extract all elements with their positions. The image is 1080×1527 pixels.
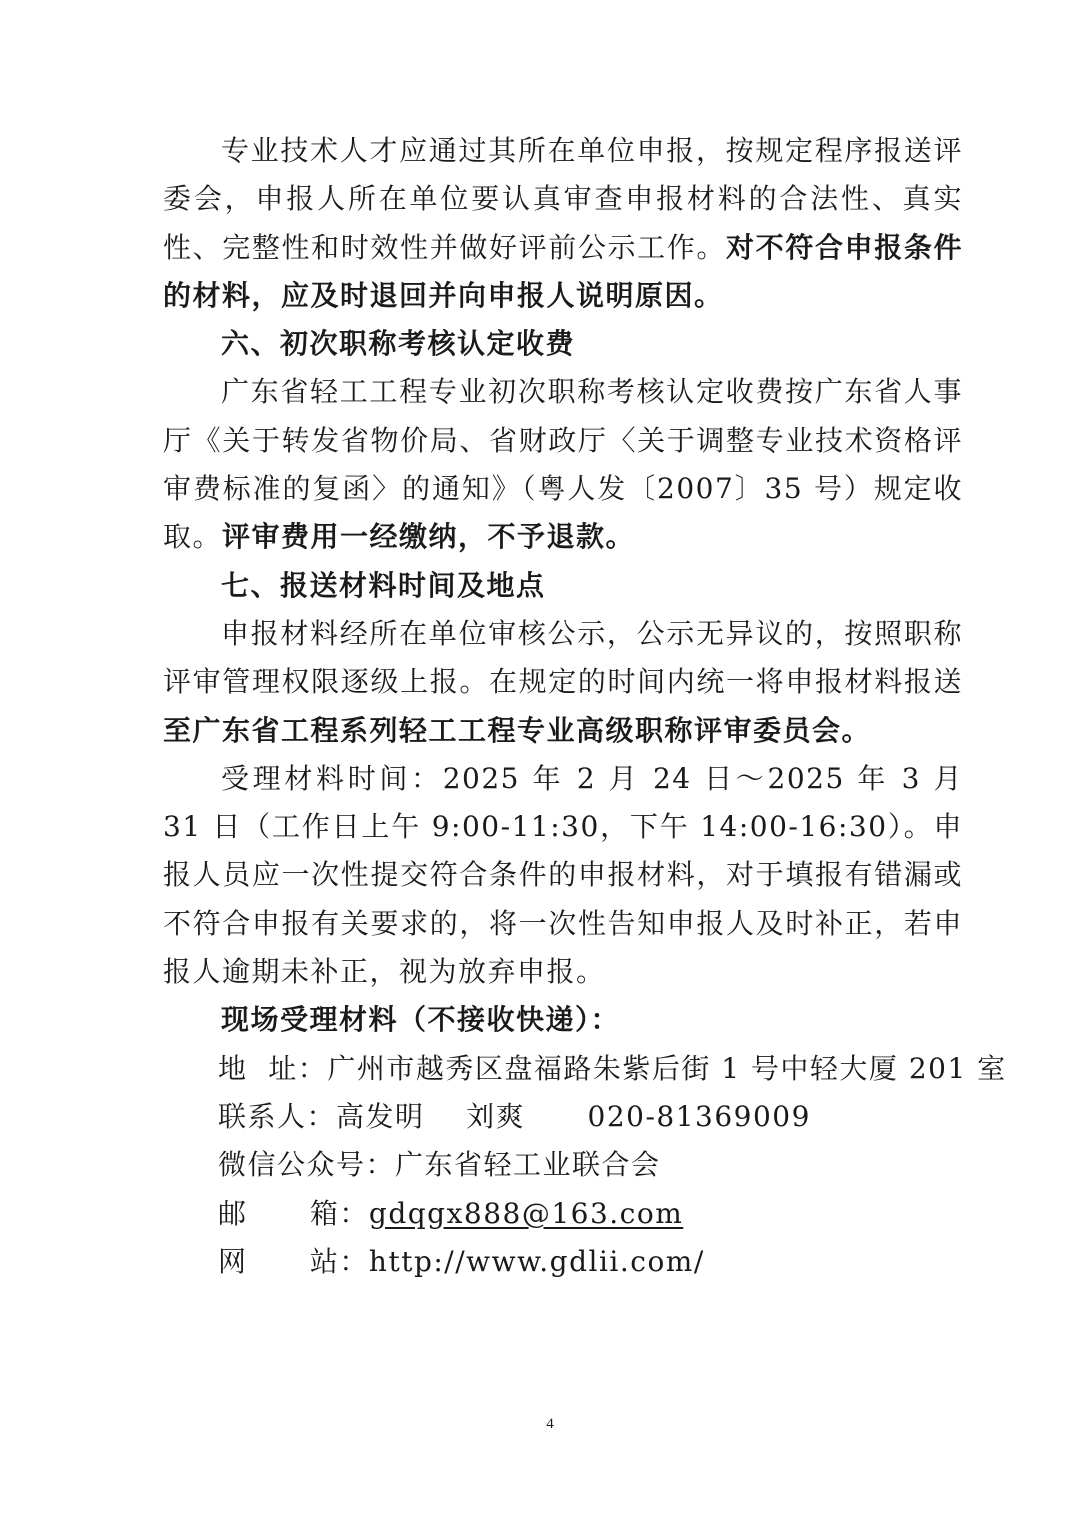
contact-value: 高发明 刘爽 020-81369009: [336, 1099, 811, 1133]
paragraph-procedure: [163, 610, 963, 755]
paragraph-acceptance-time: 受理材料时间：2025 年 2 月 24 日～2025 年 3 月 31 日（工作日上午 9:00-11:30，下午 14:00-16:30）。申报人员应一次性提交符合条件的申报材料，对于填报有错漏或不符合申报有关要求的，将一次性告知申报人及时补正，若申报人逾期未补正，视为放弃申报。: [163, 761, 963, 989]
contact-value: 广州市越秀区盘福路朱紫后街 1 号中轻大厦 201 室: [327, 1051, 1007, 1085]
paragraph-text: 专业技术人才应通过其所在单位申报，按规定程序报送评委会，申报人所在单位要认真审查申报材料的合法性、真实性、完整性和时效性并做好评前公示工作。: [163, 134, 963, 264]
contact-label: 微信公众号：: [218, 1148, 396, 1182]
contact-label: 网 站：: [218, 1244, 369, 1278]
contact-wechat: [163, 1141, 963, 1189]
contact-website: [163, 1238, 963, 1286]
contact-label: 邮 箱：: [218, 1196, 369, 1230]
document-body: [163, 127, 1007, 1286]
contact-label: 地 址：: [218, 1051, 328, 1085]
paragraph-bold-text: 对不符合申报条件的材料，应及时退回并向申报人说明原因。: [163, 230, 963, 312]
paragraph-text: 申报材料经所在单位审核公示，公示无异议的，按照职称评审管理权限逐级上报。在规定的时间内统一将申报材料报送: [163, 616, 963, 699]
paragraph-fee: [163, 368, 963, 561]
paragraph-text: 广东省轻工工程专业初次职称考核认定收费按广东省人事厅《关于转发省物价局、省财政厅〈关于调整专业技术资格评审费标准的复函〉的通知》（粤人发〔2007〕35 号）规定收取。: [163, 375, 963, 554]
contact-value: 广东省轻工业联合会: [395, 1148, 661, 1182]
paragraph-submission: [163, 127, 963, 320]
section-heading-time-place: 七、报送材料时间及地点: [221, 568, 546, 602]
onsite-heading: 现场受理材料（不接收快递）：: [221, 1003, 621, 1037]
contact-label: 联系人：: [218, 1099, 337, 1133]
section-heading-fee: 六、初次职称考核认定收费: [221, 327, 576, 361]
website-link[interactable]: http://www.gdlii.com/: [368, 1244, 705, 1278]
paragraph-bold-text: 至广东省工程系列轻工工程专业高级职称评审委员会。: [163, 713, 872, 747]
contact-person: [163, 1093, 963, 1141]
contact-email: [163, 1190, 963, 1238]
email-link[interactable]: gdqgx888@163.com: [368, 1196, 684, 1230]
paragraph-bold-text: 评审费用一经缴纳，不予退款。: [222, 520, 636, 554]
page-number: 4: [546, 1416, 554, 1432]
contact-address: [163, 1045, 1007, 1093]
